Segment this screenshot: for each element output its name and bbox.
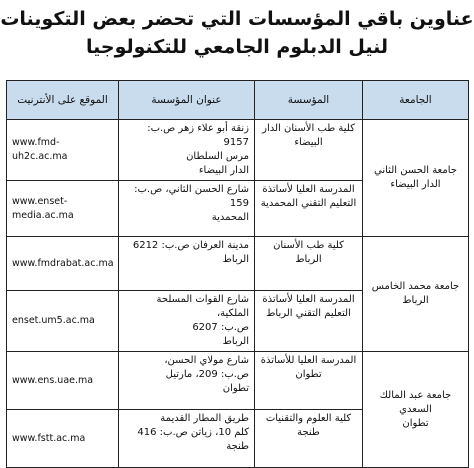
website-link[interactable]: www.fmdrabat.ac.ma <box>7 237 119 291</box>
header-website: الموقع على الأنترنيت <box>7 81 119 120</box>
university-cell <box>363 352 469 468</box>
university-city: الدار البيضاء <box>390 179 441 190</box>
website-link[interactable]: www.enset-media.ac.ma <box>7 181 119 237</box>
university-name: جامعة محمد الخامس <box>371 281 460 292</box>
website-link[interactable]: www.fmd-uh2c.ac.ma <box>7 120 119 181</box>
address-cell: شارع مولاي الحسن، ص.ب: 209، مارتيل تطوان <box>119 352 255 410</box>
university-cell <box>363 237 469 352</box>
institution-cell: المدرسة العليا للأساتذة تطوان <box>255 352 363 410</box>
address-cell: شارع الحسن الثاني، ص.ب: 159 المحمدية <box>119 181 255 237</box>
table-row <box>7 120 469 181</box>
page-subtitle: لنيل الدبلوم الجامعي للتكنولوجيا <box>86 36 388 58</box>
institutions-table <box>6 80 469 468</box>
address-cell: طريق المطار القديمة كلم 10، زياتن ص.ب: 416 طنجة <box>119 410 255 468</box>
address-cell: مدينة العرفان ص.ب: 6212 الرباط <box>119 237 255 291</box>
university-name: جامعة الحسن الثاني <box>374 165 457 176</box>
website-link[interactable]: www.fstt.ac.ma <box>7 410 119 468</box>
header-institution: المؤسسة <box>255 81 363 120</box>
header-address: عنوان المؤسسة <box>119 81 255 120</box>
page-title: عناوين باقي المؤسسات التي تحضر بعض التكوينات <box>0 8 474 30</box>
institution-cell: كلية العلوم والتقنيات طنجة <box>255 410 363 468</box>
address-cell: زنقة أبو علاء زهر ص.ب: 9157 مرس السلطان الدار البيضاء <box>119 120 255 181</box>
institution-cell: كلية طب الأسنان الرباط <box>255 237 363 291</box>
institution-cell: المدرسة العليا لأساتذة التعليم التقني المحمدية <box>255 181 363 237</box>
university-cell <box>363 120 469 237</box>
institution-cell: المدرسة العليا لأساتذة التعليم التقني الرباط <box>255 291 363 352</box>
website-link[interactable]: enset.um5.ac.ma <box>7 291 119 352</box>
university-city: تطوان <box>402 417 429 429</box>
header-university: الجامعة <box>363 81 469 120</box>
university-city: الرباط <box>402 295 429 306</box>
university-name: جامعة عبد المالك السعدي <box>379 389 452 415</box>
table-header-row <box>7 81 469 120</box>
table-row <box>7 237 469 291</box>
address-cell: شارع القوات المسلحة الملكية، ص.ب: 6207 الرباط <box>119 291 255 352</box>
table-row <box>7 352 469 410</box>
website-link[interactable]: www.ens.uae.ma <box>7 352 119 410</box>
institution-cell: كلية طب الأسنان الدار البيضاء <box>255 120 363 181</box>
